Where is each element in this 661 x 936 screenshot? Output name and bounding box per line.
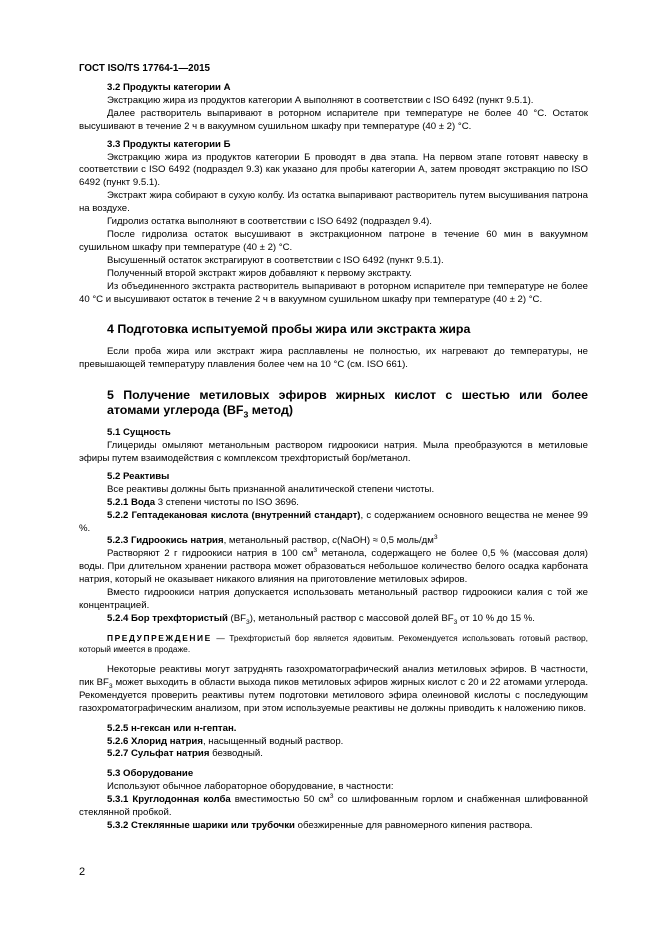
list-item: 5.3.2 Стеклянные шарики или трубочки обезжиренные для равномерного кипения раствора. [107,819,533,831]
document-header: ГОСТ ISO/TS 17764-1—2015 [79,63,210,74]
warning-note: ПРЕДУПРЕЖДЕНИЕ — Трехфтористый бор является ядовитым. Рекомендуется использовать готовый раствор, который имеется в продаже. [79,632,588,655]
paragraph: Высушенный остаток экстрагируют в соответствии с ISO 6492 (пункт 9.5.1). [107,254,444,266]
paragraph: Далее растворитель выпаривают в роторном испарителе при температуре не более 40 °С. Остаток высушивают в течение 2 ч в вакуумном сушильном шкафу при температуре (40 ± 2) °С. [79,107,588,132]
list-item: 5.3.1 Круглодонная колба вместимостью 50 $см^3$ со шлифованным горлом и снабженная шлифованной стеклянной пробкой. [79,792,588,819]
paragraph: После гидролиза остаток высушивают в экстракционном патроне в течение 60 мин в вакуумном сушильном шкафу при температуре (40 ± 2) °С. [79,228,588,253]
list-item: 5.2.4 Бор трехфтористый $(BF_3)$, метанольный раствор с массовой долей $BF_3$ от 10 % до 15 %. [107,612,535,626]
paragraph: Глицериды омыляют метанольным раствором гидроокиси натрия. Мыла преобразуются в метиловые эфиры путем взаимодействия с комплексом трехфтористый бор/метанол. [79,440,588,465]
list-item: 5.2.7 Сульфат натрия безводный. [107,748,263,760]
page-number: 2 [79,866,86,878]
paragraph: Из объединенного экстракта растворитель выпаривают в роторном испарителе при температуре не более 40 °С и высушивают остаток в течение 2 ч в вакуумном сушильном шкафу при температуре (40 ± 2) °С. [79,280,588,305]
list-item: 5.2.5 н-гексан или н-гептан. [107,722,237,734]
paragraph: Экстракцию жира из продуктов категории Б проводят в два этапа. На первом этапе готовят навеску в соответствии с ISO 6492 (подраздел 9.3) как указано для пробы категории А, затем проводят экстракцию по ISO 6492 (пункт 9.5.1). [79,151,588,189]
section-4-title: 4 Подготовка испытуемой пробы жира или экстракта жира [107,322,471,337]
list-item: 5.2.1 Вода 3 степени чистоты по ISO 3696. [107,496,299,508]
list-item: 5.2.3 Гидроокись натрия, метанольный раствор, c(NaOH) ≈ 0,5 моль/$дм^3$ [107,534,438,547]
section-5-3-title: 5.3 Оборудование [107,768,194,780]
list-item: 5.2.2 Гептадекановая кислота (внутренний стандарт), с содержанием основного вещества не менее 99 %. [79,509,588,534]
paragraph: Некоторые реактивы могут затруднять газохроматографический анализ метиловых эфиров. В частности, пик $BF_3$ может выходить в области выхода пиков метиловых эфиров жирных кислот с 20 и 22 атомами углерода. Рекомендуется проверить реактивы путем подготовки метилового эфира олеиновой кислоты с последующим газохроматографическим анализом, при этом используемые реактивы не должны приводить к наложению пиков. [79,664,588,714]
paragraph: Все реактивы должны быть признанной аналитической степени чистоты. [107,483,435,495]
list-item: 5.2.6 Хлорид натрия, насыщенный водный раствор. [107,735,344,747]
paragraph: Если проба жира или экстракт жира расплавлены не полностью, их нагревают до температуры, не превышающей температуру плавления более чем на 10 °С (см. ISO 661). [79,346,588,371]
paragraph: Растворяют 2 г гидроокиси натрия в 100 $см^3$ метанола, содержащего не более 0,5 % (массовая доля) воды. При длительном хранении раствора может образоваться небольшое количество белого осадка карбоната натрия, который не оказывает никакого влияния на приготовление метиловых эфиров. [79,547,588,586]
paragraph: Полученный второй экстракт жиров добавляют к первому экстракту. [107,267,412,279]
document-body [79,82,588,833]
section-5-1-title: 5.1 Сущность [107,427,171,439]
paragraph: Гидролиз остатка выполняют в соответствии с ISO 6492 (подраздел 9.4). [107,216,432,228]
section-5-2-title: 5.2 Реактивы [107,470,170,482]
section-5-title: 5 Получение метиловых эфиров жирных кислот с шестью или более атомами углерода ($BF_3$ метод) [107,388,588,420]
paragraph: Вместо гидроокиси натрия допускается использовать метанольный раствор гидроокиси калия с той же концентрацией. [79,587,588,611]
paragraph: Используют обычное лабораторное оборудование, в частности: [107,781,394,793]
paragraph: Экстракцию жира из продуктов категории А выполняют в соответствии с ISO 6492 (пункт 9.5.1). [107,94,534,106]
section-3-2-title: 3.2 Продукты категории А [107,82,231,93]
section-3-3-title: 3.3 Продукты категории Б [107,138,231,150]
paragraph: Экстракт жира собирают в сухую колбу. Из остатка выпаривают растворитель путем высушивания патрона на воздухе. [79,190,588,215]
